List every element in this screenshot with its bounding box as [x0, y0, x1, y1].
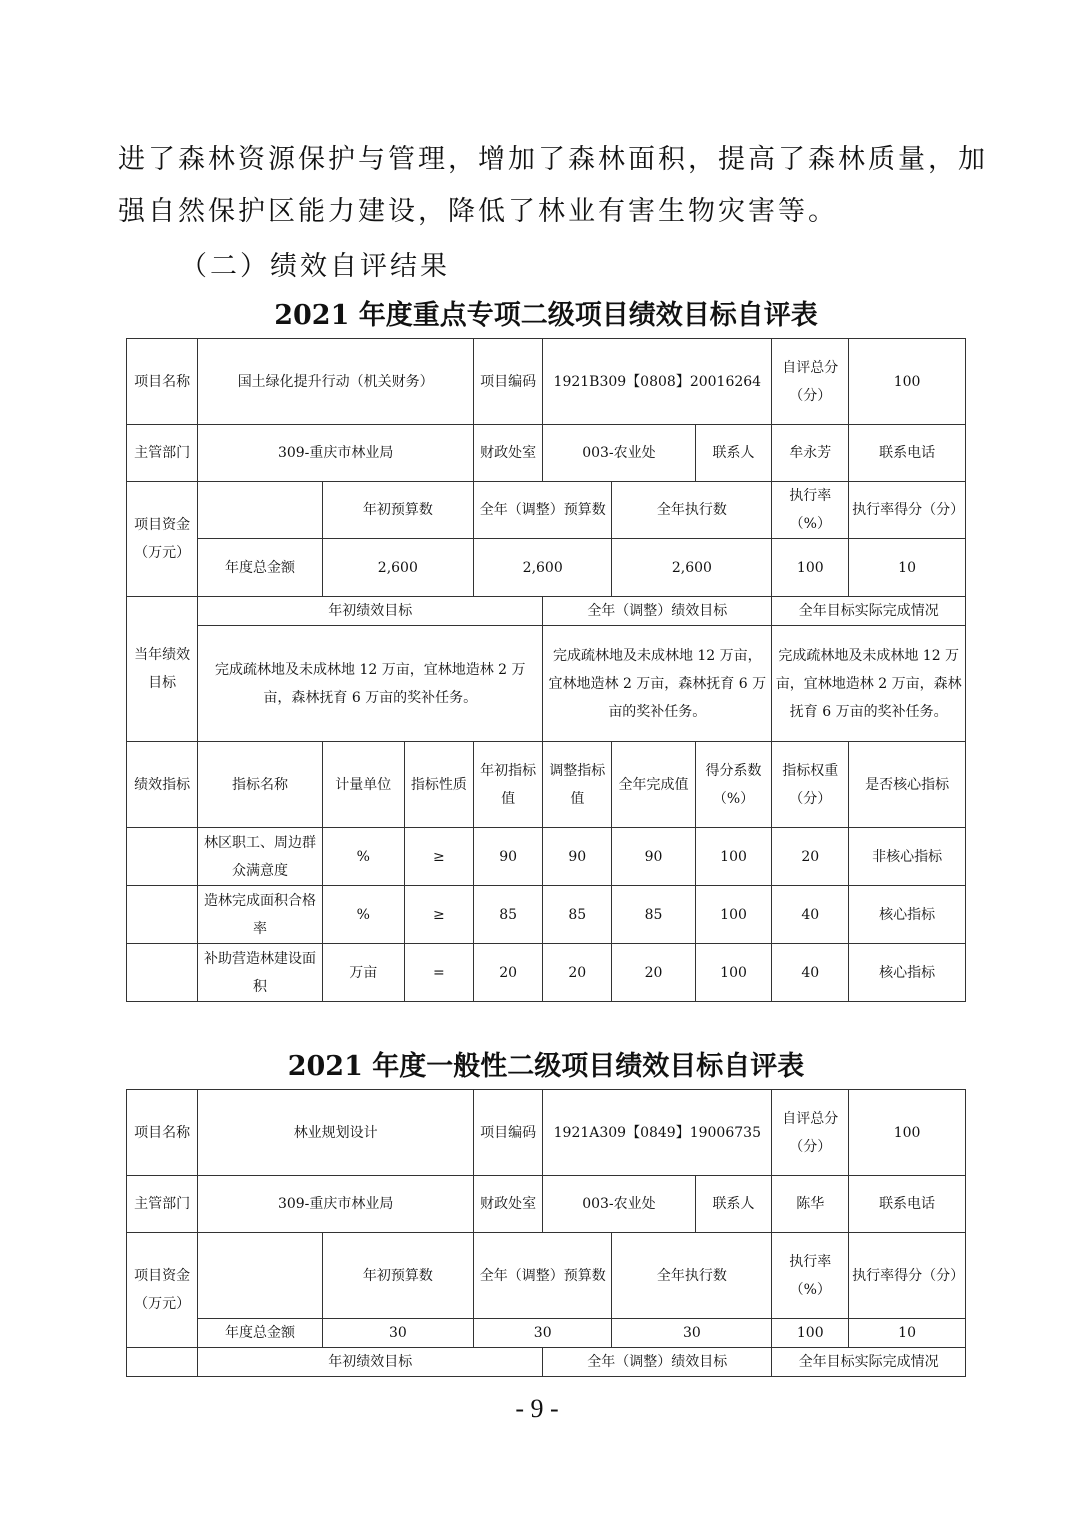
- table2-h-exec-score: 执行率得分（分）: [849, 1233, 966, 1319]
- table1-h-initial-val: 年初指标值: [474, 742, 543, 828]
- table1-self-score-label: 自评总分（分）: [772, 339, 849, 425]
- table1-goal-initial: 完成疏林地及未成林地 12 万亩，宜林地造林 2 万亩，森林抚育 6 万亩的奖补任务。: [198, 626, 543, 742]
- intro-line-2: 强自然保护区能力建设，降低了林业有害生物灾害等。: [118, 196, 838, 227]
- table2-fund-label: 项目资金（万元）: [127, 1233, 198, 1348]
- table2-h-goal-initial: 年初绩效目标: [198, 1348, 543, 1377]
- table1-contact-label: 联系人: [695, 425, 772, 482]
- indicator-weight: 40: [772, 886, 849, 944]
- indicator-actual: 90: [612, 828, 695, 886]
- indicator-adjusted: 90: [543, 828, 612, 886]
- table2-total-label: 年度总金额: [198, 1319, 322, 1348]
- table2-goal-label-blank: [127, 1348, 198, 1377]
- table1-h-adjusted-val: 调整指标值: [543, 742, 612, 828]
- table1: [126, 338, 966, 1002]
- table1-ind-blank: [127, 944, 198, 1002]
- page-number: - 9 -: [515, 1394, 559, 1423]
- table2-project-code: 1921A309【0849】19006735: [543, 1090, 772, 1176]
- table1-project-name-label: 项目名称: [127, 339, 198, 425]
- table2-executed: 30: [612, 1319, 772, 1348]
- table2-dept: 309-重庆市林业局: [198, 1176, 474, 1233]
- table1-ind-label: 绩效指标: [127, 742, 198, 828]
- table1-h-is-core: 是否核心指标: [849, 742, 966, 828]
- table1-initial-budget: 2,600: [322, 539, 473, 597]
- table1-self-score: 100: [849, 339, 966, 425]
- indicator-nature: ≥: [404, 828, 473, 886]
- table1-h-actual-val: 全年完成值: [612, 742, 695, 828]
- table1-h-exec-score: 执行率得分（分）: [849, 482, 966, 539]
- table1-h-adjusted-budget: 全年（调整）预算数: [474, 482, 612, 539]
- table2-finance-label: 财政处室: [474, 1176, 543, 1233]
- indicator-weight: 20: [772, 828, 849, 886]
- table1-h-initial-budget: 年初预算数: [322, 482, 473, 539]
- indicator-actual: 85: [612, 886, 695, 944]
- table1-project-code: 1921B309【0808】20016264: [543, 339, 772, 425]
- table1-exec-score: 10: [849, 539, 966, 597]
- table1-exec-rate: 100: [772, 539, 849, 597]
- table2-project-name-label: 项目名称: [127, 1090, 198, 1176]
- table1-ind-blank: [127, 886, 198, 944]
- indicator-adjusted: 20: [543, 944, 612, 1002]
- table2-exec-score: 10: [849, 1319, 966, 1348]
- table1-finance: 003-农业处: [543, 425, 695, 482]
- indicator-nature: =: [404, 944, 473, 1002]
- table2-h-adjusted-budget: 全年（调整）预算数: [474, 1233, 612, 1319]
- table2-h-executed: 全年执行数: [612, 1233, 772, 1319]
- table2-exec-rate: 100: [772, 1319, 849, 1348]
- indicator-actual: 20: [612, 944, 695, 1002]
- indicator-core: 核心指标: [849, 886, 966, 944]
- indicator-core: 非核心指标: [849, 828, 966, 886]
- table1-ind-blank: [127, 828, 198, 886]
- table1-fund-label: 项目资金（万元）: [127, 482, 198, 597]
- indicator-unit: 万亩: [322, 944, 404, 1002]
- table1-total-label: 年度总金额: [198, 539, 322, 597]
- table2-h-initial-budget: 年初预算数: [322, 1233, 473, 1319]
- table1-h-exec-rate: 执行率（%）: [772, 482, 849, 539]
- table2-project-code-label: 项目编码: [474, 1090, 543, 1176]
- table2-initial-budget: 30: [322, 1319, 473, 1348]
- table2-adjusted-budget: 30: [474, 1319, 612, 1348]
- table2-fund-blank: [198, 1233, 322, 1319]
- indicator-initial: 90: [474, 828, 543, 886]
- table1-h-goal-adjusted: 全年（调整）绩效目标: [543, 597, 772, 626]
- indicator-adjusted: 85: [543, 886, 612, 944]
- table2-finance: 003-农业处: [543, 1176, 695, 1233]
- section-heading: （二）绩效自评结果: [180, 251, 450, 282]
- table1-contact: 牟永芳: [772, 425, 849, 482]
- table1-goal-actual: 完成疏林地及未成林地 12 万亩，宜林地造林 2 万亩，森林抚育 6 万亩的奖补任务。: [772, 626, 966, 742]
- table2-h-goal-adjusted: 全年（调整）绩效目标: [543, 1348, 772, 1377]
- table1-project-name: 国土绿化提升行动（机关财务）: [198, 339, 474, 425]
- table1-phone-label: 联系电话: [849, 425, 966, 482]
- indicator-nature: ≥: [404, 886, 473, 944]
- table1-h-executed: 全年执行数: [612, 482, 772, 539]
- table1-fund-blank: [198, 482, 322, 539]
- table1-h-goal-actual: 全年目标实际完成情况: [772, 597, 966, 626]
- table1-dept: 309-重庆市林业局: [198, 425, 474, 482]
- table2-project-name: 林业规划设计: [198, 1090, 474, 1176]
- table2-contact: 陈华: [772, 1176, 849, 1233]
- table2-self-score: 100: [849, 1090, 966, 1176]
- indicator-coef: 100: [695, 828, 772, 886]
- table2: [126, 1089, 966, 1377]
- table1-title: 2021 年度重点专项二级项目绩效目标自评表: [274, 300, 818, 331]
- table1-h-ind-name: 指标名称: [198, 742, 322, 828]
- table2-contact-label: 联系人: [695, 1176, 772, 1233]
- indicator-name: 补助营造林建设面积: [198, 944, 322, 1002]
- indicator-unit: %: [322, 828, 404, 886]
- table1-goal-adjusted: 完成疏林地及未成林地 12 万亩，宜林地造林 2 万亩，森林抚育 6 万亩的奖补任务。: [543, 626, 772, 742]
- table1-h-score-coef: 得分系数（%）: [695, 742, 772, 828]
- indicator-unit: %: [322, 886, 404, 944]
- indicator-name: 造林完成面积合格率: [198, 886, 322, 944]
- table2-self-score-label: 自评总分（分）: [772, 1090, 849, 1176]
- table1-adjusted-budget: 2,600: [474, 539, 612, 597]
- intro-line-1: 进了森林资源保护与管理，增加了森林面积，提高了森林质量，加: [118, 144, 988, 175]
- table2-title: 2021 年度一般性二级项目绩效目标自评表: [287, 1051, 805, 1082]
- table1-executed: 2,600: [612, 539, 772, 597]
- table2-h-goal-actual: 全年目标实际完成情况: [772, 1348, 966, 1377]
- indicator-initial: 85: [474, 886, 543, 944]
- table1-h-unit: 计量单位: [322, 742, 404, 828]
- indicator-coef: 100: [695, 944, 772, 1002]
- table2-h-exec-rate: 执行率（%）: [772, 1233, 849, 1319]
- indicator-coef: 100: [695, 886, 772, 944]
- indicator-weight: 40: [772, 944, 849, 1002]
- table1-h-nature: 指标性质: [404, 742, 473, 828]
- indicator-core: 核心指标: [849, 944, 966, 1002]
- table2-phone-label: 联系电话: [849, 1176, 966, 1233]
- table-row: [127, 944, 966, 1002]
- table1-dept-label: 主管部门: [127, 425, 198, 482]
- table1-project-code-label: 项目编码: [474, 339, 543, 425]
- table1-h-goal-initial: 年初绩效目标: [198, 597, 543, 626]
- table1-goal-label: 当年绩效目标: [127, 597, 198, 742]
- indicator-name: 林区职工、周边群众满意度: [198, 828, 322, 886]
- table-row: [127, 886, 966, 944]
- table2-dept-label: 主管部门: [127, 1176, 198, 1233]
- table1-h-weight: 指标权重（分）: [772, 742, 849, 828]
- table-row: [127, 828, 966, 886]
- indicator-initial: 20: [474, 944, 543, 1002]
- table1-finance-label: 财政处室: [474, 425, 543, 482]
